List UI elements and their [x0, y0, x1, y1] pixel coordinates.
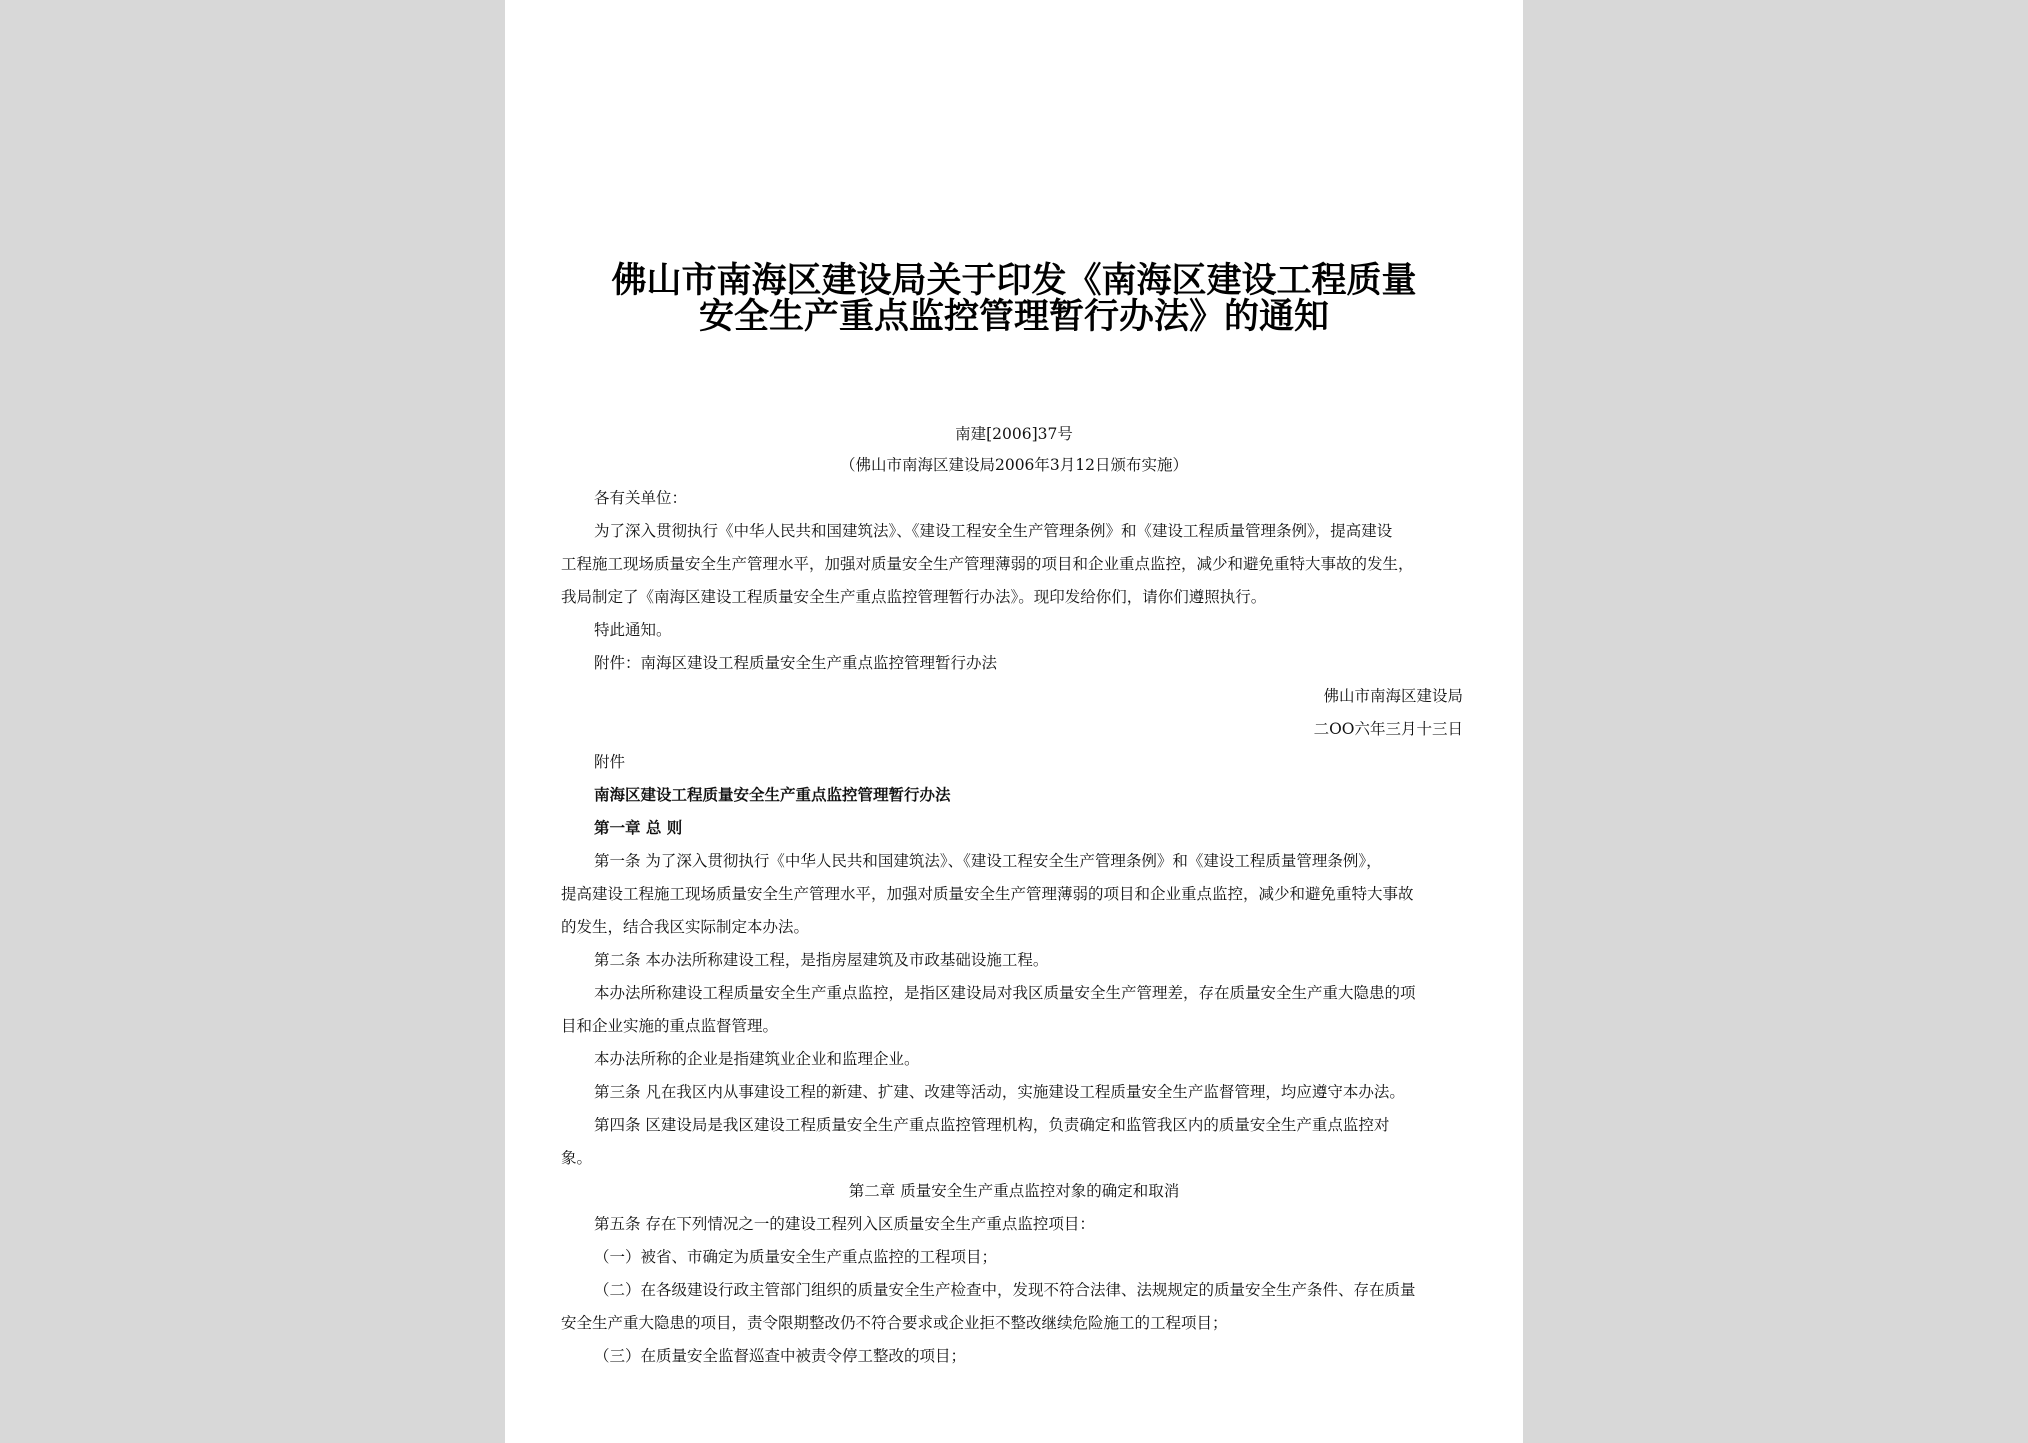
document-title-line2: 安全生产重点监控管理暂行办法》的通知 — [698, 297, 1329, 337]
article-line: 本办法所称的企业是指建筑业企业和监理企业。 — [594, 1050, 920, 1068]
article-line: 的发生，结合我区实际制定本办法。 — [561, 918, 810, 936]
chapter-heading: 第一章 总 则 — [594, 819, 683, 837]
chapter-heading: 第二章 质量安全生产重点监控对象的确定和取消 — [848, 1182, 1180, 1200]
article-line: 第一条 为了深入贯彻执行《中华人民共和国建筑法》、《建设工程安全生产管理条例》和《建设工程质量管理条例》， — [594, 852, 1382, 870]
paragraph-line: 我局制定了《南海区建设工程质量安全生产重点监控管理暂行办法》。现印发给你们，请你们遵照执行。 — [561, 588, 1267, 606]
document-page — [505, 0, 1523, 1443]
attachment-label: 附件 — [594, 753, 626, 771]
paragraph-line: 工程施工现场质量安全生产管理水平，加强对质量安全生产管理薄弱的项目和企业重点监控，减少和避免重特大事故的发生， — [561, 555, 1414, 573]
salutation: 各有关单位： — [594, 489, 688, 507]
attachment-title: 南海区建设工程质量安全生产重点监控管理暂行办法 — [594, 786, 951, 804]
attachment-reference: 附件：南海区建设工程质量安全生产重点监控管理暂行办法 — [594, 654, 998, 672]
signing-date: 二OO六年三月十三日 — [1313, 720, 1463, 738]
article-line: 提高建设工程施工现场质量安全生产管理水平，加强对质量安全生产管理薄弱的项目和企业重点监控，减少和避免重特大事故 — [561, 885, 1414, 903]
list-item: 安全生产重大隐患的项目，责令限期整改仍不符合要求或企业拒不整改继续危险施工的工程项目； — [561, 1314, 1228, 1332]
signer: 佛山市南海区建设局 — [1323, 687, 1463, 705]
list-item: （二）在各级建设行政主管部门组织的质量安全生产检查中，发现不符合法律、法规规定的质量安全生产条件、存在质量 — [594, 1281, 1416, 1299]
notice-closing: 特此通知。 — [594, 621, 672, 639]
list-item: （三）在质量安全监督巡查中被责令停工整改的项目； — [594, 1347, 967, 1365]
paragraph-line: 为了深入贯彻执行《中华人民共和国建筑法》、《建设工程安全生产管理条例》和《建设工程质量管理条例》，提高建设 — [594, 522, 1393, 540]
article-line: 象。 — [561, 1149, 593, 1167]
article-line: 第二条 本办法所称建设工程，是指房屋建筑及市政基础设施工程。 — [594, 951, 1049, 969]
document-number: 南建[2006]37号 — [955, 425, 1073, 443]
article-line: 目和企业实施的重点监督管理。 — [561, 1017, 779, 1035]
article-line: 第五条 存在下列情况之一的建设工程列入区质量安全生产重点监控项目： — [594, 1215, 1095, 1233]
article-line: 第四条 区建设局是我区建设工程质量安全生产重点监控管理机构，负责确定和监管我区内的质量安全生产重点监控对 — [594, 1116, 1390, 1134]
article-line: 第三条 凡在我区内从事建设工程的新建、扩建、改建等活动，实施建设工程质量安全生产监督管理，均应遵守本办法。 — [594, 1083, 1405, 1101]
article-line: 本办法所称建设工程质量安全生产重点监控，是指区建设局对我区质量安全生产管理差，存在质量安全生产重大隐患的项 — [594, 984, 1416, 1002]
list-item: （一）被省、市确定为质量安全生产重点监控的工程项目； — [594, 1248, 998, 1266]
issuance-note: （佛山市南海区建设局2006年3月12日颁布实施） — [839, 456, 1189, 474]
document-title-line1: 佛山市南海区建设局关于印发《南海区建设工程质量 — [611, 261, 1417, 301]
